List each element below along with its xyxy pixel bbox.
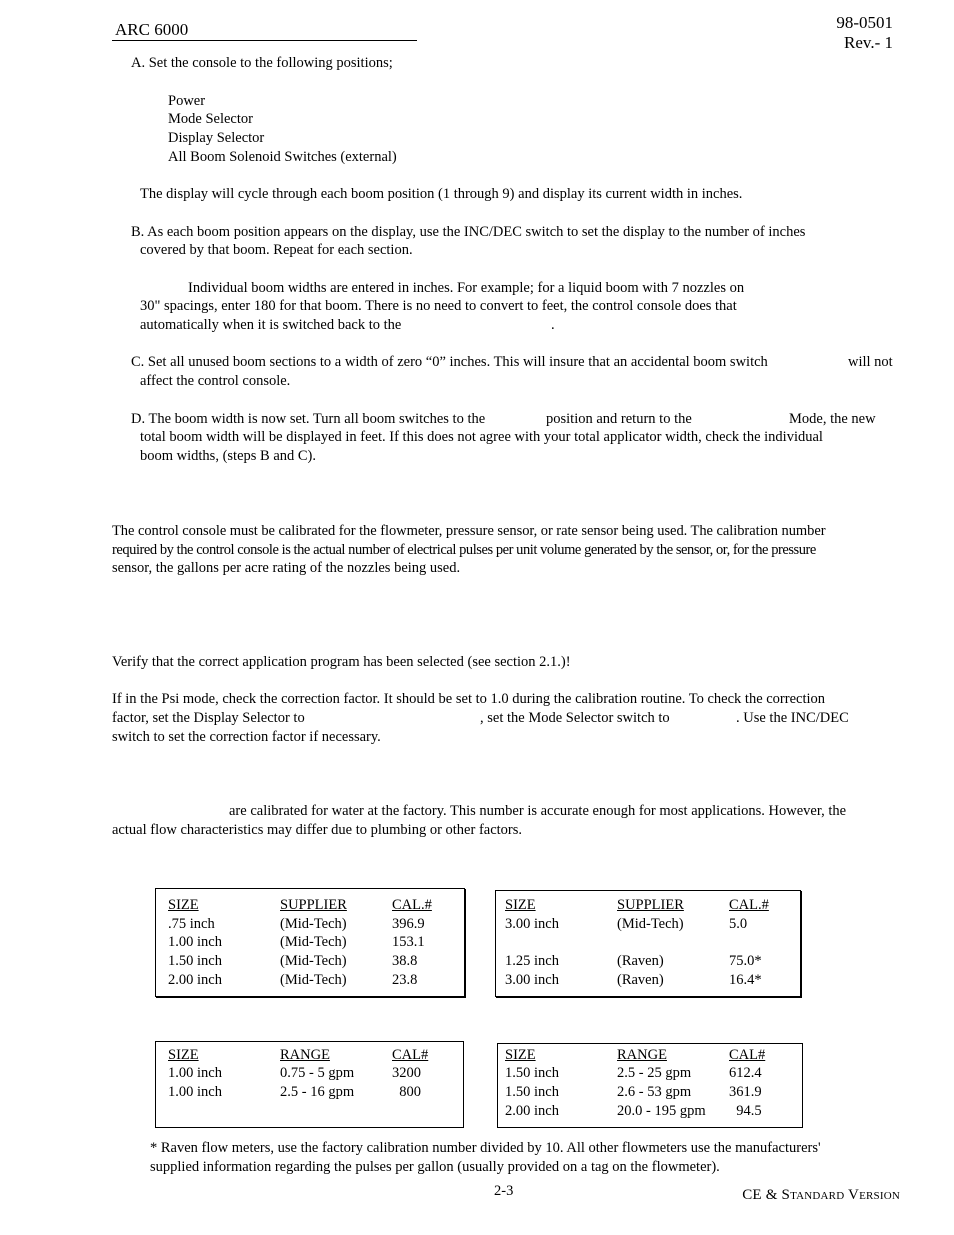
step-b-line: B. As each boom position appears on the display, use the INC/DEC switch to set the display to the number of inches xyxy=(131,224,806,240)
step-c-line-end: will not xyxy=(848,354,893,370)
table-cell: 94.5 xyxy=(729,1103,762,1119)
table-cell: (Mid-Tech) xyxy=(280,953,347,969)
table-cell: 2.6 - 53 gpm xyxy=(617,1084,692,1100)
table-cell: 1.00 inch xyxy=(168,1065,222,1081)
table-cell: 2.00 inch xyxy=(168,972,222,988)
step-a-intro: A. Set the console to the following positions; xyxy=(131,55,393,71)
table-cell: (Mid-Tech) xyxy=(280,972,347,988)
column-header: RANGE xyxy=(617,1047,667,1063)
table-cell: 20.0 - 195 gpm xyxy=(617,1103,706,1119)
table-row xyxy=(156,952,464,971)
table-row xyxy=(156,915,464,934)
step-d-line: D. The boom width is now set. Turn all boom switches to the xyxy=(131,411,486,427)
column-header: SUPPLIER xyxy=(617,897,684,913)
step-d-line-mid: position and return to the xyxy=(546,411,692,427)
step-d-line: total boom width will be displayed in feet. If this does not agree with your total applicator width, check the individual xyxy=(140,429,823,445)
column-header: SIZE xyxy=(505,897,536,913)
table-header-row xyxy=(496,896,800,915)
table-cell: 396.9 xyxy=(392,916,425,932)
document-number: 98-0501 xyxy=(836,13,893,32)
flowmeter-table-mixed xyxy=(495,890,801,997)
table-cell: 1.00 inch xyxy=(168,1084,222,1100)
table-row xyxy=(498,1064,802,1083)
column-header: SIZE xyxy=(168,897,199,913)
table-row xyxy=(496,971,800,990)
column-header: SUPPLIER xyxy=(280,897,347,913)
step-c-line: C. Set all unused boom sections to a width of zero “0” inches. This will insure that an accidental boom switch xyxy=(131,354,768,370)
rate-sensor-table-2 xyxy=(497,1043,803,1128)
table-cell: 1.50 inch xyxy=(505,1065,559,1081)
table-cell: 2.5 - 25 gpm xyxy=(617,1065,692,1081)
psi-note-line: switch to set the correction factor if necessary. xyxy=(112,729,381,745)
calibration-intro-line: sensor, the gallons per acre rating of the nozzles being used. xyxy=(112,560,461,576)
verify-program-note: Verify that the correct application program has been selected (see section 2.1.)! xyxy=(112,654,571,670)
calibration-intro-line: The control console must be calibrated for the flowmeter, pressure sensor, or rate sensor being used. The calibration number xyxy=(112,523,826,539)
table-row xyxy=(156,971,464,990)
step-d-line-end: Mode, the new xyxy=(789,411,876,427)
table-cell: 3200 xyxy=(392,1065,421,1081)
display-cycle-note: The display will cycle through each boom position (1 through 9) and display its current width in inches. xyxy=(140,186,743,202)
document-title: ARC 6000 xyxy=(112,20,417,41)
table-cell: 0.75 - 5 gpm xyxy=(280,1065,355,1081)
console-position-item: Mode Selector xyxy=(168,111,253,127)
flowmeter-note-line: are calibrated for water at the factory. This number is accurate enough for most applications. However, the xyxy=(229,803,847,819)
calibration-intro-line: required by the control console is the actual number of electrical pulses per unit volume generated by the sensor, or, for the pressure xyxy=(112,542,816,558)
psi-note-line-mid: , set the Mode Selector switch to xyxy=(480,710,670,726)
table-row xyxy=(498,1102,802,1121)
table-cell: 2.00 inch xyxy=(505,1103,559,1119)
table-cell: 38.8 xyxy=(392,953,418,969)
table-cell: 2.5 - 16 gpm xyxy=(280,1084,355,1100)
table-cell: 3.00 inch xyxy=(505,972,559,988)
console-position-item: All Boom Solenoid Switches (external) xyxy=(168,149,397,165)
table-row xyxy=(498,1083,802,1102)
psi-note-line-end: . Use the INC/DEC xyxy=(736,710,849,726)
table-cell: 1.25 inch xyxy=(505,953,559,969)
footnote-line: supplied information regarding the pulses per gallon (usually provided on a tag on the flowmeter). xyxy=(150,1159,720,1175)
step-d-line: boom widths, (steps B and C). xyxy=(140,448,317,464)
column-header: CAL# xyxy=(729,1047,766,1063)
table-cell: 1.50 inch xyxy=(168,953,222,969)
flowmeter-note-line: actual flow characteristics may differ due to plumbing or other factors. xyxy=(112,822,523,838)
table-header-row xyxy=(156,1046,463,1065)
column-header: CAL.# xyxy=(392,897,432,913)
step-b-line: covered by that boom. Repeat for each section. xyxy=(140,242,413,258)
table-row xyxy=(156,1083,463,1102)
table-cell: (Raven) xyxy=(617,953,664,969)
edition-label: CE & Standard Version xyxy=(742,1187,900,1203)
table-cell: 1.50 inch xyxy=(505,1084,559,1100)
table-cell: 75.0* xyxy=(729,953,762,969)
table-row xyxy=(496,952,800,971)
column-header: RANGE xyxy=(280,1047,330,1063)
table-cell: 5.0 xyxy=(729,916,748,932)
table-cell: (Mid-Tech) xyxy=(280,916,347,932)
note-line: 30" spacings, enter 180 for that boom. There is no need to convert to feet, the control console does that xyxy=(140,298,737,314)
note-line: automatically when it is switched back to the xyxy=(140,317,402,333)
console-position-item: Display Selector xyxy=(168,130,265,146)
table-cell: 23.8 xyxy=(392,972,418,988)
table-row xyxy=(156,933,464,952)
column-header: CAL.# xyxy=(729,897,769,913)
table-cell: (Mid-Tech) xyxy=(280,934,347,950)
table-cell: 153.1 xyxy=(392,934,425,950)
table-header-row xyxy=(498,1046,802,1065)
table-cell: 16.4* xyxy=(729,972,762,988)
table-cell: 800 xyxy=(392,1084,421,1100)
table-cell: 3.00 inch xyxy=(505,916,559,932)
table-header-row xyxy=(156,896,464,915)
step-c-line: affect the control console. xyxy=(140,373,291,389)
column-header: SIZE xyxy=(168,1047,199,1063)
table-row xyxy=(156,1064,463,1083)
column-header: CAL# xyxy=(392,1047,429,1063)
psi-note-line: If in the Psi mode, check the correction factor. It should be set to 1.0 during the calibration routine. To check the correction xyxy=(112,691,826,707)
table-cell: 612.4 xyxy=(729,1065,762,1081)
page-number: 2-3 xyxy=(494,1183,514,1199)
console-position-item: Power xyxy=(168,93,206,109)
table-cell: .75 inch xyxy=(168,916,215,932)
document-revision: Rev.- 1 xyxy=(844,33,893,52)
rate-sensor-table-1 xyxy=(155,1041,464,1128)
note-period: . xyxy=(551,317,555,333)
table-cell: 361.9 xyxy=(729,1084,762,1100)
table-cell: (Raven) xyxy=(617,972,664,988)
footnote-line: * Raven flow meters, use the factory calibration number divided by 10. All other flowmeters use the manufacturers' xyxy=(150,1140,821,1156)
note-line: Individual boom widths are entered in inches. For example; for a liquid boom with 7 nozzles on xyxy=(188,280,745,296)
table-cell: 1.00 inch xyxy=(168,934,222,950)
psi-note-line: factor, set the Display Selector to xyxy=(112,710,305,726)
table-row xyxy=(496,915,800,934)
column-header: SIZE xyxy=(505,1047,536,1063)
table-cell: (Mid-Tech) xyxy=(617,916,684,932)
flowmeter-table-midtech xyxy=(155,888,465,997)
